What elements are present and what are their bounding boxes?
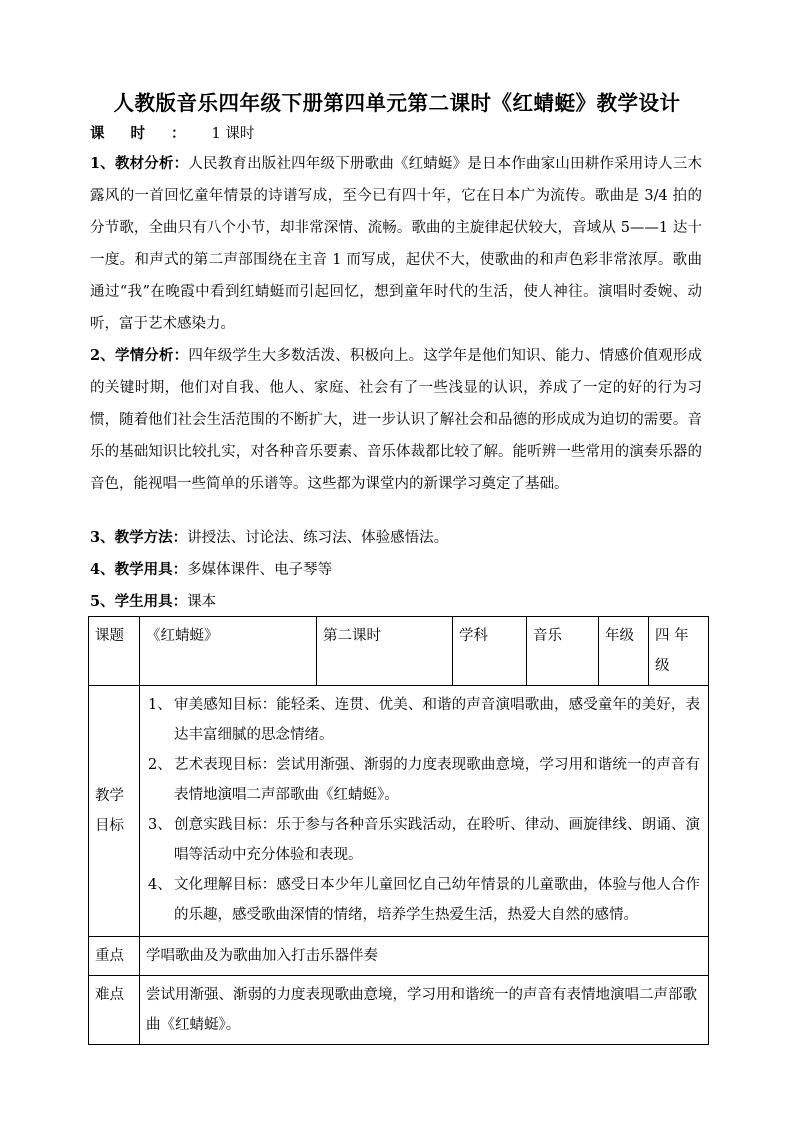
goal-number: 4、 (148, 877, 172, 893)
textbook-analysis-text: 人民教育出版社四年级下册歌曲《红蜻蜓》是日本作曲家山田耕作采用诗人三木露风的一首回忆童年情景的诗谱写成，至今已有四十年，它在日本广为流传。歌曲是 3/4 拍的分节歌，全曲只有八个小节，却非常深情、流畅。歌曲的主旋律起伏较大，音域从 5——1 达十一度。和声式的第二声部围绕在主音 1 而写成，起伏不大，使歌曲的和声色彩非常浓厚。歌曲通过“我”在晚霞中看到红蜻蜓而引起回忆，想到童年时代的生活，使人神往。演唱时委婉、动听，富于艺术感染力。 (90, 156, 702, 332)
subject-label-cell: 学科 (453, 617, 527, 686)
grade-label-cell: 年级 (599, 617, 649, 686)
goal-text: 艺术表现目标：尝试用渐强、渐弱的力度表现歌曲意境，学习用和谐统一的声音有表情地演唱二声部歌曲《红蜻蜓》。 (174, 757, 700, 803)
textbook-analysis-label: 1、教材分析： (90, 155, 189, 172)
goal-item (148, 810, 700, 870)
student-tools (90, 586, 702, 618)
goal-number: 1、 (148, 697, 172, 713)
goal-item (148, 750, 700, 810)
goal-number: 3、 (148, 817, 172, 833)
period-value-cell: 第二课时 (317, 617, 453, 686)
teaching-tools-text: 多媒体课件、电子琴等 (187, 562, 333, 578)
table-header-row (89, 617, 709, 686)
subject-value-cell: 音乐 (527, 617, 599, 686)
goal-number: 2、 (148, 757, 172, 773)
goal-text: 审美感知目标：能轻柔、连贯、优美、和谐的声音演唱歌曲，感受童年的美好，表达丰富细腻的思念情绪。 (174, 697, 700, 743)
student-analysis (90, 340, 702, 530)
goal-item (148, 690, 700, 750)
goal-item (148, 870, 700, 930)
topic-value-cell: 《红蜻蜓》 (140, 617, 317, 686)
lesson-time-line (90, 124, 702, 144)
textbook-analysis (90, 148, 702, 340)
key-point-text-cell: 学唱歌曲及为歌曲加入打击乐器伴奏 (140, 937, 709, 976)
teaching-methods-text: 讲授法、讨论法、练习法、体验感悟法。 (187, 530, 449, 546)
difficulty-row (89, 976, 709, 1045)
teaching-tools-label: 4、教学用具： (90, 561, 188, 578)
goal-text: 文化理解目标：感受日本少年儿童回忆自己幼年情景的儿童歌曲，体验与他人合作的乐趣，感受歌曲深情的情绪，培养学生热爱生活，热爱大自然的感情。 (174, 877, 700, 923)
difficulty-text-cell: 尝试用渐强、渐弱的力度表现歌曲意境，学习用和谐统一的声音有表情地演唱二声部歌曲《红蜻蜓》。 (140, 976, 709, 1045)
lesson-info-table (88, 616, 709, 1045)
lesson-time-value: 1 课时 (211, 126, 255, 142)
teaching-methods-label: 3、教学方法： (90, 529, 188, 546)
teaching-methods (90, 522, 702, 554)
topic-label-cell: 课题 (89, 617, 140, 686)
goals-label-cell: 教学目标 (89, 686, 140, 937)
key-point-label-cell: 重点 (89, 937, 140, 976)
difficulty-label-cell: 难点 (89, 976, 140, 1045)
grade-value-cell: 四 年 级 (649, 617, 709, 686)
teaching-tools (90, 554, 702, 586)
key-point-row (89, 937, 709, 976)
goal-text: 创意实践目标：乐于参与各种音乐实践活动，在聆听、律动、画旋律线、朗诵、演唱等活动中充分体验和表现。 (174, 817, 700, 863)
document-title: 人教版音乐四年级下册第四单元第二课时《红蜻蜓》教学设计 (113, 91, 681, 115)
goals-row (89, 686, 709, 937)
student-tools-text: 课本 (187, 594, 217, 610)
student-analysis-label: 2、学情分析： (90, 347, 189, 364)
lesson-time-label: 课时： (90, 125, 212, 142)
student-tools-label: 5、学生用具： (90, 593, 188, 610)
goals-content-cell (140, 686, 709, 937)
student-analysis-text: 四年级学生大多数活泼、积极向上。这学年是他们知识、能力、情感价值观形成的关键时期，他们对自我、他人、家庭、社会有了一些浅显的认识，养成了一定的好的行为习惯，随着他们社会生活范围的不断扩大，进一步认识了解社会和品德的形成成为迫切的需要。音乐的基础知识比较扎实，对各种音乐要素、音乐体裁都比较了解。能听辨一些常用的演奏乐器的音色，能视唱一些简单的乐谱等。这些都为课堂内的新课学习奠定了基础。 (90, 348, 702, 492)
